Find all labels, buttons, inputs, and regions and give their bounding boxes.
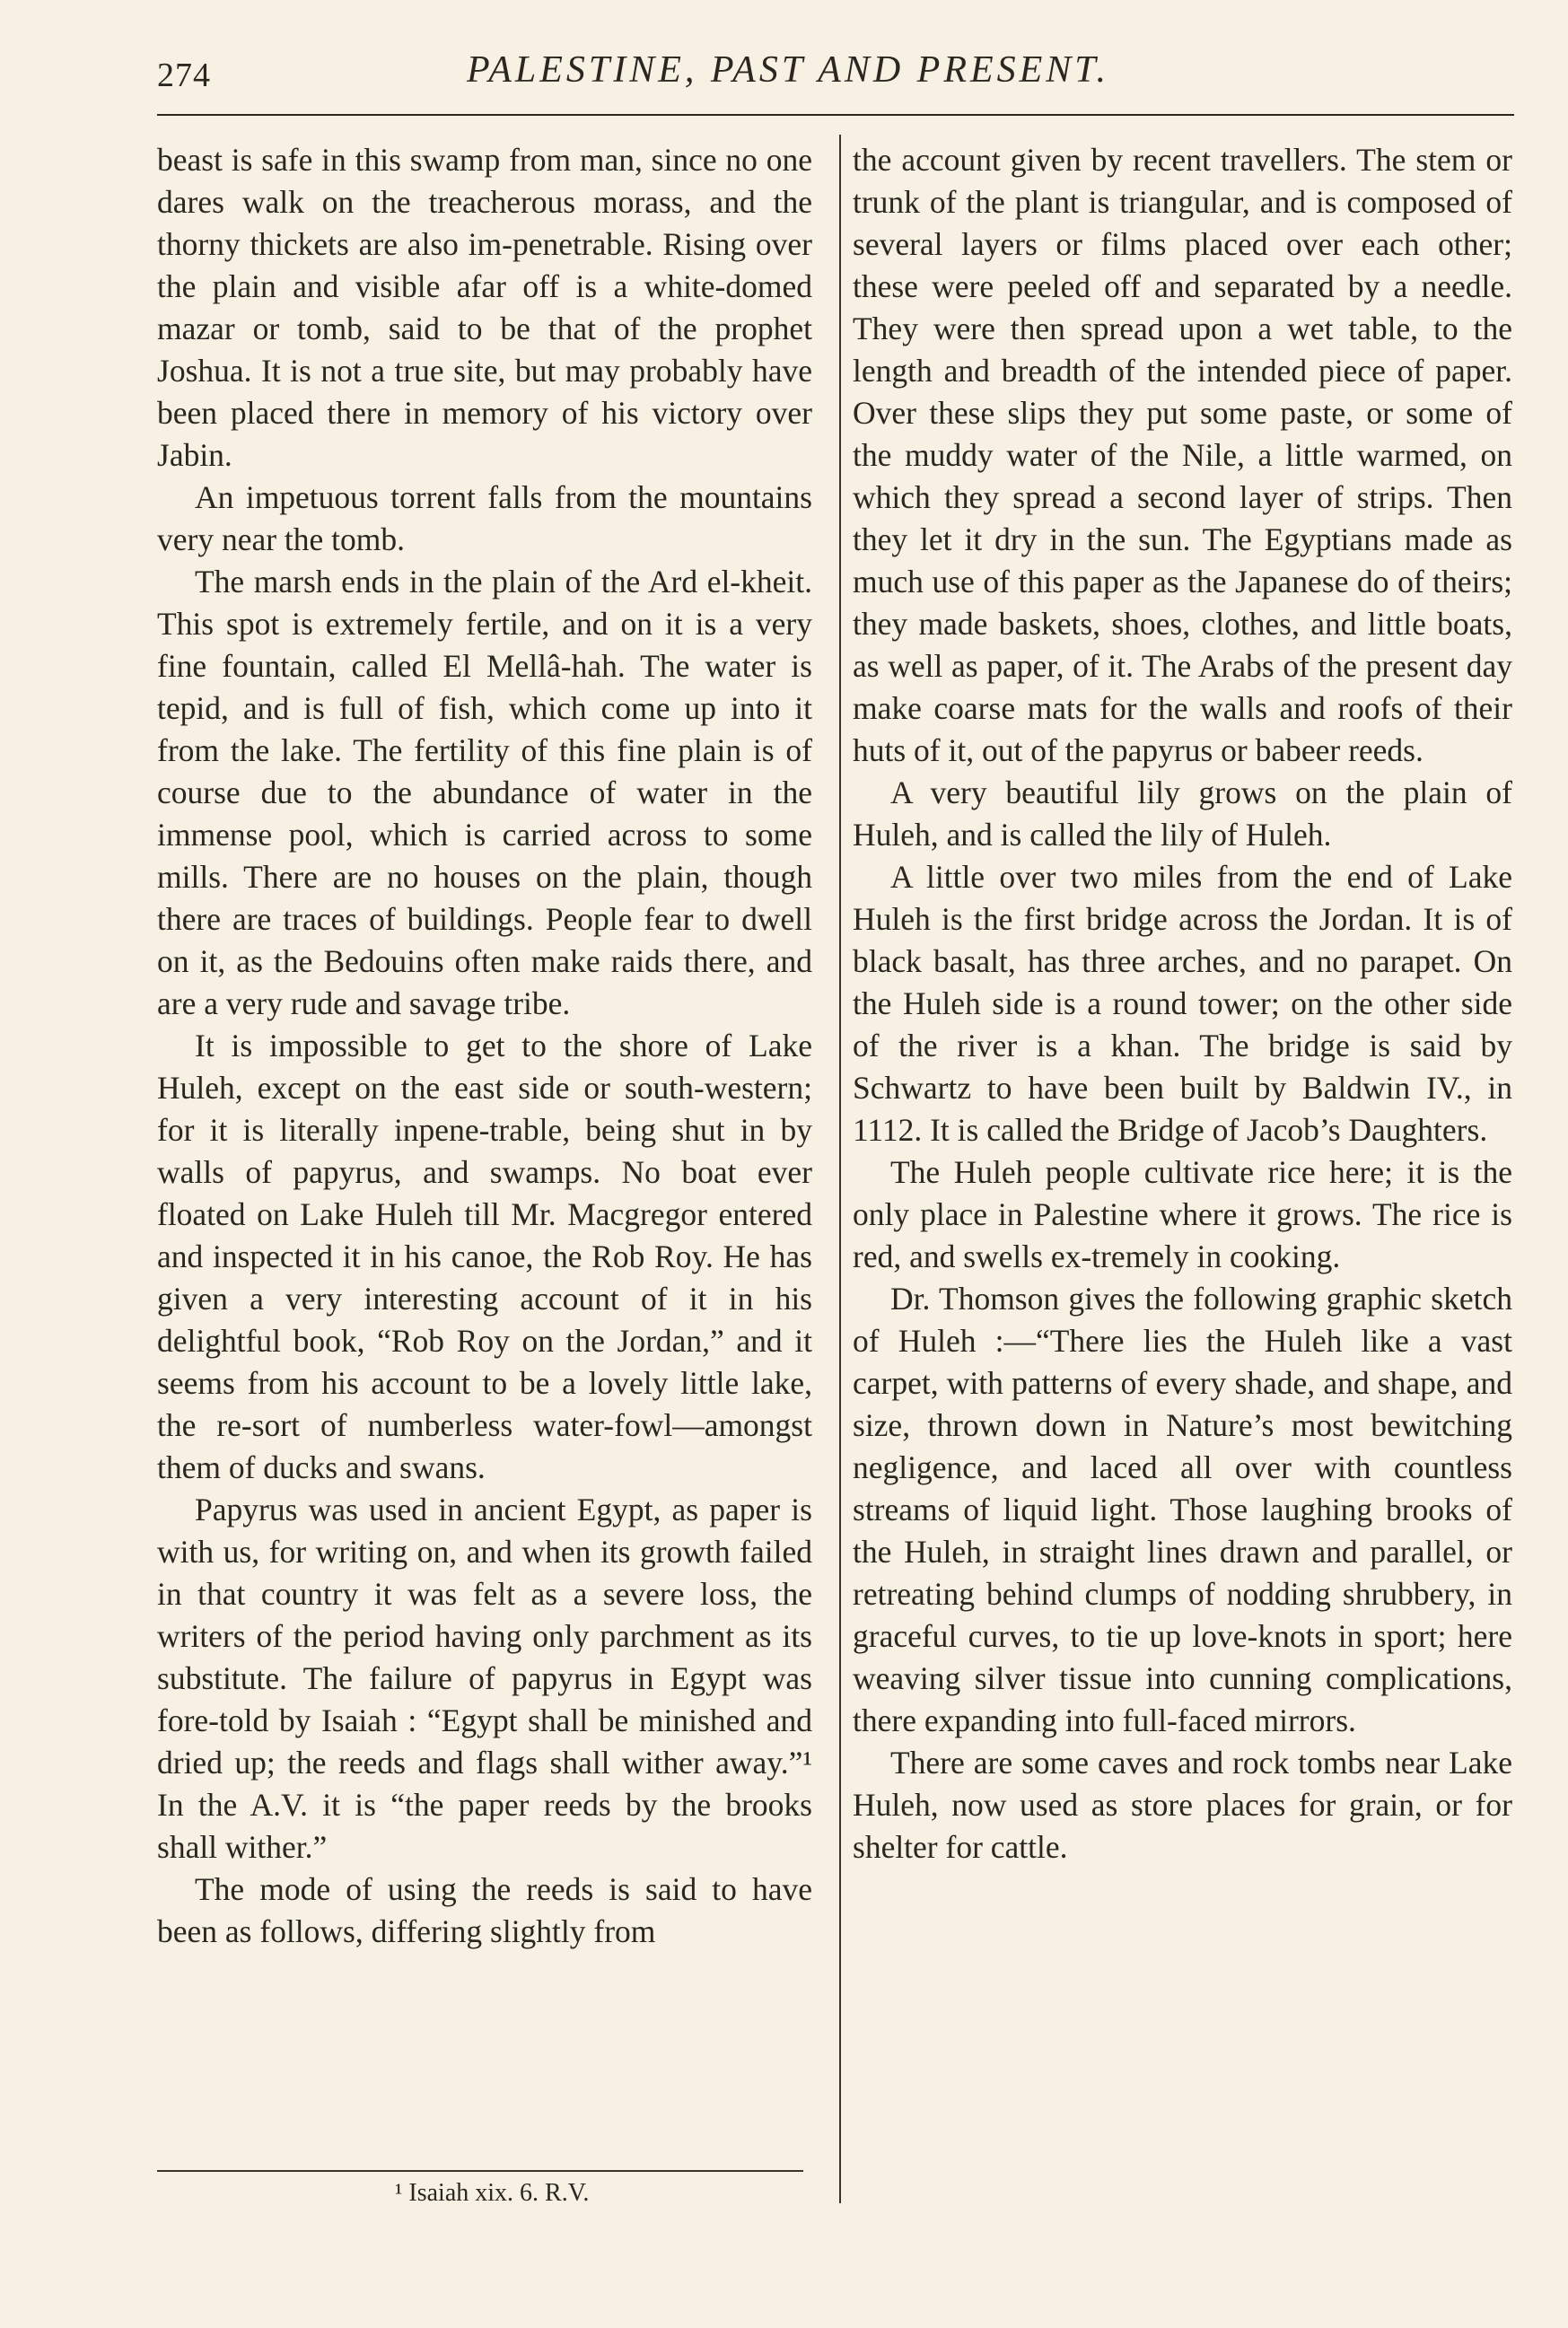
paragraph: the account given by recent travellers. The stem or trunk of the plant is triangular, and is composed of several layers or films placed over each other; these were peeled off and separated by a needle. They were then spread upon a wet table, to the length and breadth of the intended piece of paper. Over these slips they put some paste, or some of the muddy water of the Nile, a little warmed, on which they spread a second layer of strips. Then they let it dry in the sun. The Egyptians made as much use of this paper as the Japanese do of theirs; they made baskets, shoes, clothes, and little boats, as well as paper, of it. The Arabs of the present day make coarse mats for the walls and roofs of their huts of it, out of the papyrus or babeer reeds.: [853, 142, 1512, 768]
page-header: [0, 0, 1568, 126]
paragraph: A very beautiful lily grows on the plain of Huleh, and is called the lily of Huleh.: [853, 775, 1512, 853]
column-divider: [839, 135, 841, 2203]
header-rule: [157, 114, 1514, 116]
right-column: [853, 139, 1512, 1869]
footnote: ¹ Isaiah xix. 6. R.V.: [395, 2179, 590, 2207]
paragraph: A little over two miles from the end of Lake Huleh is the first bridge across the Jordan. It is of black basalt, has three arches, and no parapet. On the Huleh side is a round tower; on the other side of the river is a khan. The bridge is said by Schwartz to have been built by Baldwin IV., in 1112. It is called the Bridge of Jacob’s Daughters.: [853, 859, 1512, 1148]
paragraph: The mode of using the reeds is said to have been as follows, differing slightly from: [157, 1871, 812, 1949]
page-number: 274: [157, 57, 211, 94]
paragraph: Dr. Thomson gives the following graphic sketch of Huleh :—“There lies the Huleh like a vast carpet, with patterns of every shade, and shape, and size, thrown down in Nature’s most bewitching negligence, and laced all over with countless streams of liquid light. Those laughing brooks of the Huleh, in straight lines drawn and parallel, or retreating behind clumps of nodding shrubbery, in graceful curves, to tie up love-knots in sport; here weaving silver tissue into cunning complications, there expanding into full-faced mirrors.: [853, 1281, 1512, 1738]
paragraph: beast is safe in this swamp from man, since no one dares walk on the treacherous morass, and the thorny thickets are also im-penetrable. Rising over the plain and visible afar off is a white-domed mazar or tomb, said to be that of the prophet Joshua. It is not a true site, but may probably have been placed there in memory of his victory over Jabin.: [157, 142, 812, 473]
footnote-rule: [157, 2170, 803, 2172]
paragraph: Papyrus was used in ancient Egypt, as paper is with us, for writing on, and when its growth failed in that country it was felt as a severe loss, the writers of the period having only parchment as its substitute. The failure of papyrus in Egypt was fore-told by Isaiah : “Egypt shall be minished and dried up; the reeds and flags shall wither away.”¹ In the A.V. it is “the paper reeds by the brooks shall wither.”: [157, 1492, 812, 1865]
paragraph: It is impossible to get to the shore of Lake Huleh, except on the east side or south-western; for it is literally inpene-trable, being shut in by walls of papyrus, and swamps. No boat ever floated on Lake Huleh till Mr. Macgregor entered and inspected it in his canoe, the Rob Roy. He has given a very interesting account of it in his delightful book, “Rob Roy on the Jordan,” and it seems from his account to be a lovely little lake, the re-sort of numberless water-fowl—amongst them of ducks and swans.: [157, 1028, 812, 1485]
paragraph: The Huleh people cultivate rice here; it is the only place in Palestine where it grows. The rice is red, and swells ex-tremely in cooking.: [853, 1154, 1512, 1274]
left-column: [157, 139, 812, 1953]
running-title: PALESTINE, PAST AND PRESENT.: [467, 49, 1110, 91]
paragraph: There are some caves and rock tombs near Lake Huleh, now used as store places for grain, or for shelter for cattle.: [853, 1745, 1512, 1865]
paragraph: The marsh ends in the plain of the Ard el-kheit. This spot is extremely fertile, and on it is a very fine fountain, called El Mellâ-hah. The water is tepid, and is full of fish, which come up into it from the lake. The fertility of this fine plain is of course due to the abundance of water in the immense pool, which is carried across to some mills. There are no houses on the plain, though there are traces of buildings. People fear to dwell on it, as the Bedouins often make raids there, and are a very rude and savage tribe.: [157, 564, 812, 1021]
paragraph: An impetuous torrent falls from the mountains very near the tomb.: [157, 479, 812, 557]
